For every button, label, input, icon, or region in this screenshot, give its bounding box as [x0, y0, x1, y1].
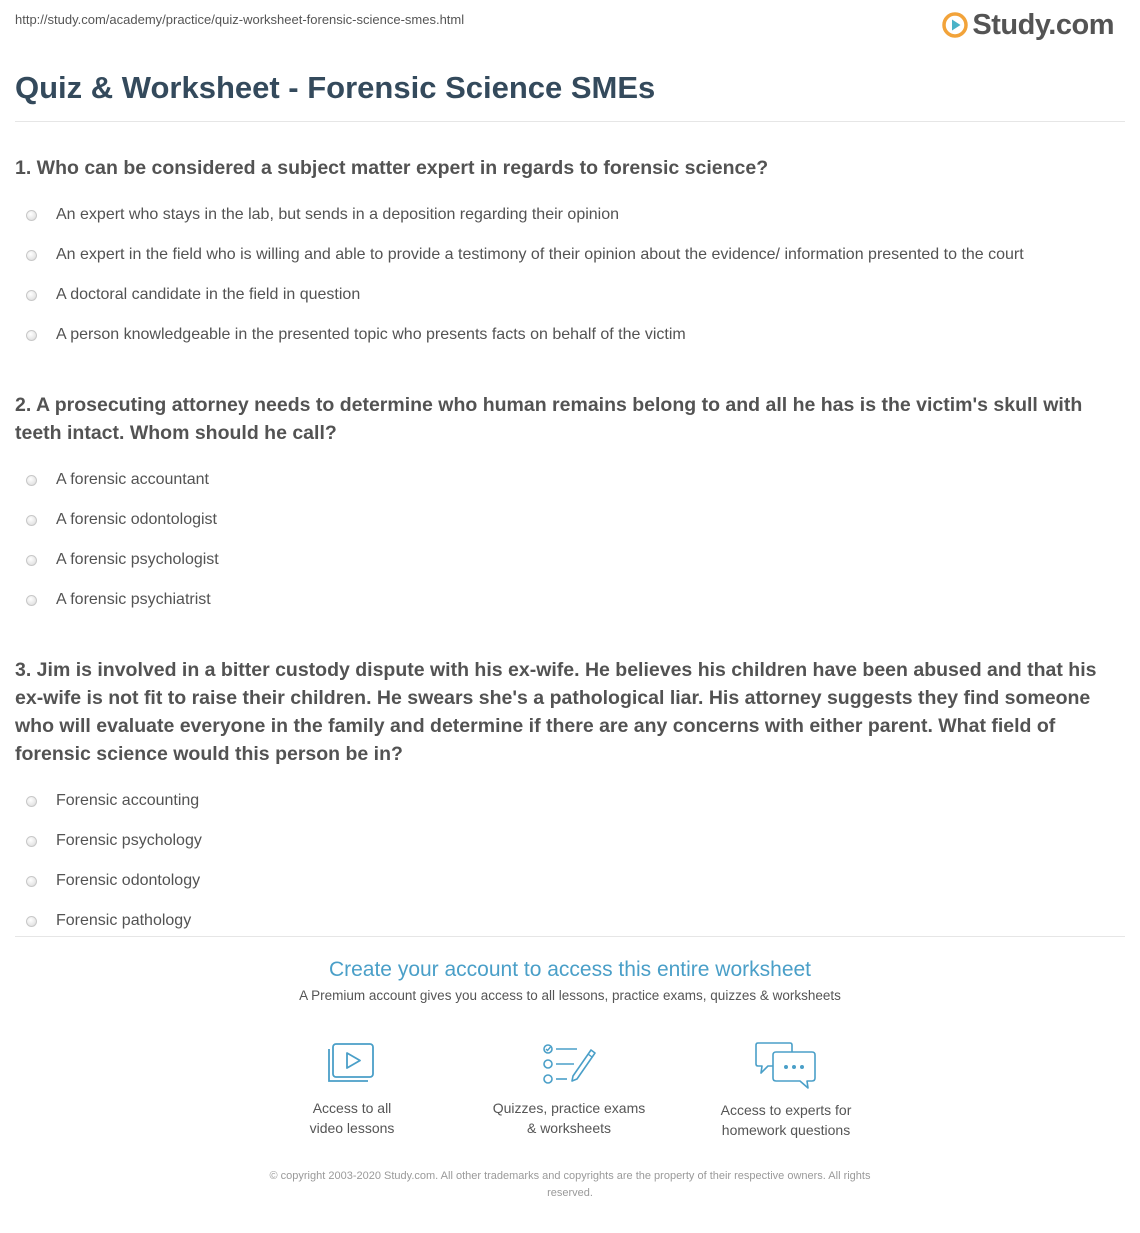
copyright-notice	[215, 1168, 925, 1202]
question-1	[15, 154, 1125, 355]
copyright-line-1: © copyright 2003-2020 Study.com. All other trademarks and copyrights are the property of their respective owners. All rights	[269, 1170, 871, 1182]
answer-label: A person knowledgeable in the presented topic who presents facts on behalf of the victim	[56, 326, 686, 343]
create-account-link[interactable]: Create your account to access this entire worksheet	[328, 958, 812, 981]
radio-button-icon[interactable]	[26, 210, 37, 221]
feature-label	[252, 1098, 452, 1138]
radio-button-icon[interactable]	[26, 876, 37, 887]
chat-bubbles-icon	[754, 1040, 818, 1090]
radio-button-icon[interactable]	[26, 250, 37, 261]
radio-button-icon[interactable]	[26, 515, 37, 526]
page-title: Quiz & Worksheet - Forensic Science SMEs	[15, 70, 656, 105]
answer-label: A forensic odontologist	[56, 511, 217, 528]
answer-label: A forensic accountant	[56, 471, 209, 488]
feature-experts	[686, 1040, 886, 1140]
answer-option[interactable]	[15, 460, 1125, 500]
answer-label: Forensic odontology	[56, 872, 201, 889]
answer-option[interactable]	[15, 195, 1125, 235]
question-3	[15, 656, 1125, 941]
answer-label: Forensic psychology	[56, 832, 202, 849]
answer-option[interactable]	[15, 861, 1125, 901]
answer-label: A forensic psychiatrist	[56, 591, 211, 608]
radio-button-icon[interactable]	[26, 290, 37, 301]
answer-option[interactable]	[15, 540, 1125, 580]
video-lesson-icon	[324, 1040, 380, 1088]
copyright-line-2: reserved.	[547, 1187, 593, 1199]
radio-button-icon[interactable]	[26, 595, 37, 606]
page-url: http://study.com/academy/practice/quiz-worksheet-forensic-science-smes.html	[15, 12, 465, 27]
radio-button-icon[interactable]	[26, 555, 37, 566]
create-account-section	[0, 958, 1140, 1003]
feature-label-line-2: homework questions	[721, 1122, 851, 1138]
radio-button-icon[interactable]	[26, 796, 37, 807]
answer-list	[15, 195, 1125, 355]
answer-option[interactable]	[15, 315, 1125, 355]
answer-option[interactable]	[15, 901, 1125, 941]
question-2	[15, 391, 1125, 620]
radio-button-icon[interactable]	[26, 836, 37, 847]
answer-label: Forensic pathology	[56, 912, 192, 929]
feature-label-line-1: Quizzes, practice exams	[492, 1100, 646, 1116]
answer-option[interactable]	[15, 235, 1125, 275]
radio-button-icon[interactable]	[26, 475, 37, 486]
study-logo[interactable]	[942, 8, 1114, 42]
answer-option[interactable]	[15, 821, 1125, 861]
answer-label: A doctoral candidate in the field in question	[56, 286, 361, 303]
radio-button-icon[interactable]	[26, 330, 37, 341]
feature-label-line-1: Access to all	[312, 1100, 392, 1116]
answer-list	[15, 781, 1125, 941]
radio-button-icon[interactable]	[26, 916, 37, 927]
question-list	[15, 154, 1125, 977]
title-divider	[15, 121, 1125, 122]
feature-label	[469, 1098, 669, 1138]
answer-label: An expert in the field who is willing and able to provide a testimony of their opinion about the evidence/ information presented to the court	[56, 246, 1024, 263]
question-text: 3. Jim is involved in a bitter custody dispute with his ex-wife. He believes his children have been abused and that his ex-wife is not fit to raise their children. He swears she's a pathological liar. His attorney suggests they find someone who will evaluate everyone in the family and determine if there are any concerns with either parent. What field of forensic science would this person be in?	[15, 659, 1097, 765]
answer-option[interactable]	[15, 781, 1125, 821]
question-text: 1. Who can be considered a subject matter expert in regards to forensic science?	[15, 157, 769, 179]
answer-list	[15, 460, 1125, 620]
feature-label-line-2: & worksheets	[526, 1120, 612, 1136]
premium-description: A Premium account gives you access to all lessons, practice exams, quizzes & worksheets	[299, 988, 841, 1003]
answer-option[interactable]	[15, 275, 1125, 315]
answer-option[interactable]	[15, 580, 1125, 620]
answer-label: Forensic accounting	[56, 792, 200, 809]
answer-option[interactable]	[15, 500, 1125, 540]
feature-video-lessons	[252, 1040, 452, 1138]
cta-divider	[15, 936, 1125, 937]
feature-quizzes	[469, 1040, 669, 1138]
answer-label: An expert who stays in the lab, but sends in a deposition regarding their opinion	[56, 206, 620, 223]
question-text: 2. A prosecuting attorney needs to determine who human remains belong to and all he has is the victim's skull with teeth intact. Whom should he call?	[15, 394, 1083, 444]
answer-label: A forensic psychologist	[56, 551, 219, 568]
logo-text: Study.com	[972, 8, 1114, 41]
feature-label-line-2: video lessons	[309, 1120, 395, 1136]
quiz-checklist-icon	[541, 1040, 597, 1088]
feature-label	[686, 1100, 886, 1140]
play-circle-logo-icon	[942, 12, 968, 38]
feature-label-line-1: Access to experts for	[720, 1102, 852, 1118]
